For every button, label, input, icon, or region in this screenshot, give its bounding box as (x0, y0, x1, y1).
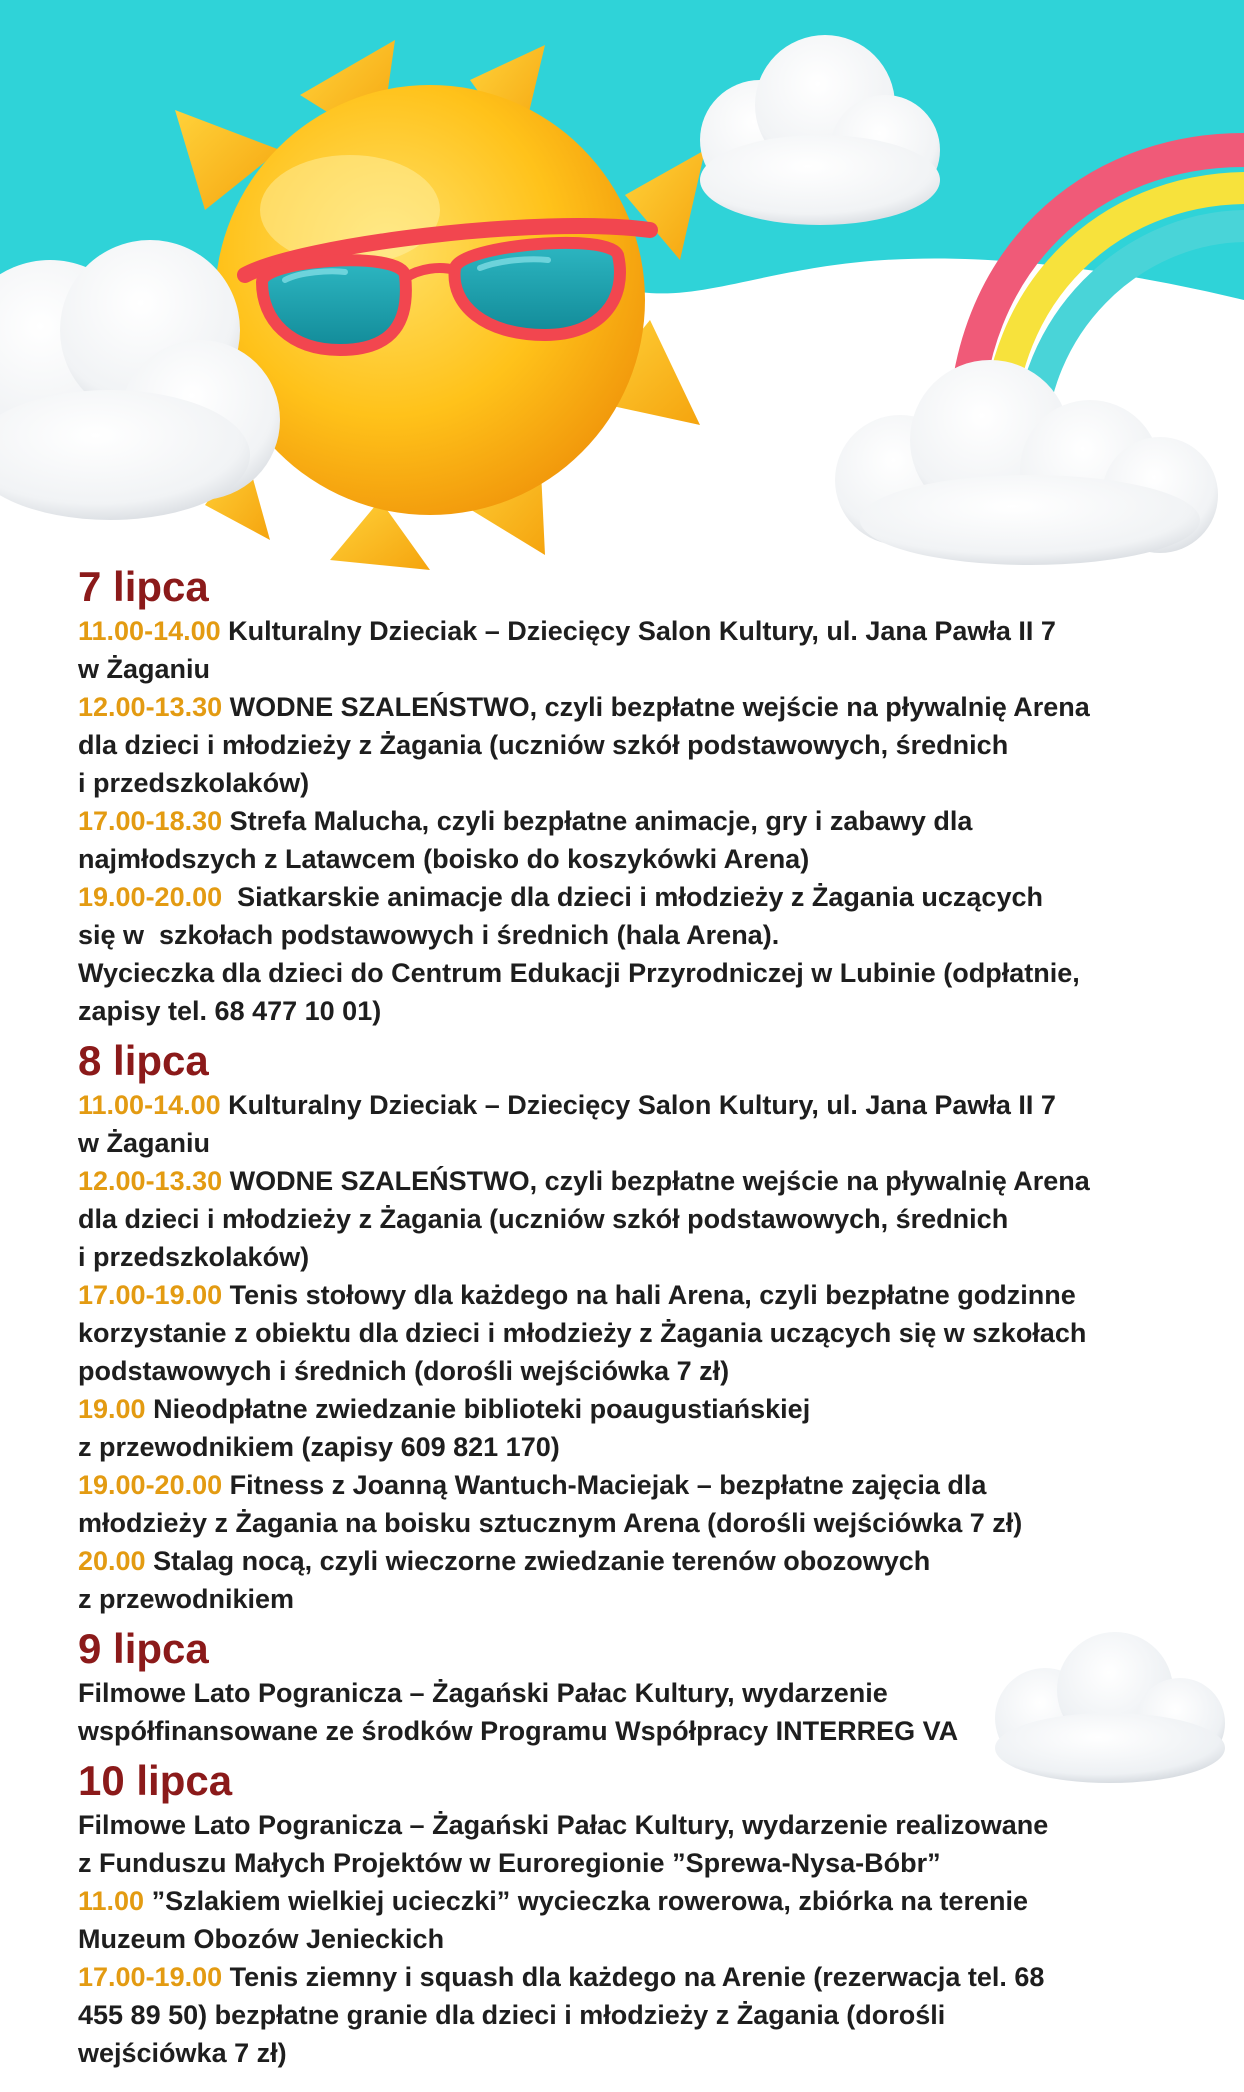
event-line (78, 1162, 1228, 1200)
event-description: Strefa Malucha, czyli bezpłatne animacje, gry i zabawy dla (222, 806, 973, 836)
event-line: 455 89 50) bezpłatne granie dla dzieci i młodzieży z Żagania (dorośli (78, 2000, 946, 2030)
event-item (78, 1466, 1228, 1542)
event-item (78, 1674, 1228, 1750)
event-time: 11.00-14.00 (78, 616, 221, 646)
event-description: Filmowe Lato Pogranicza – Żagański Pałac Kultury, wydarzenie realizowane (78, 1810, 1049, 1840)
event-line: zapisy tel. 68 477 10 01) (78, 996, 382, 1026)
event-line (78, 802, 1228, 840)
event-line (78, 1276, 1228, 1314)
event-item (78, 1542, 1228, 1618)
event-time: 17.00-19.00 (78, 1962, 223, 1992)
day-section (78, 1756, 1228, 2072)
event-item (78, 1162, 1228, 1276)
event-time: 17.00-19.00 (78, 1280, 223, 1310)
event-line: dla dzieci i młodzieży z Żagania (uczniów szkół podstawowych, średnich (78, 730, 1009, 760)
event-description: Kulturalny Dzieciak – Dziecięcy Salon Kultury, ul. Jana Pawła II 7 (220, 616, 1056, 646)
event-description: Stalag nocą, czyli wieczorne zwiedzanie terenów obozowych (145, 1546, 931, 1576)
hero-illustration (0, 0, 1244, 570)
event-time: 11.00-14.00 (78, 1090, 221, 1120)
event-line: w Żaganiu (78, 1128, 211, 1158)
day-title: 7 lipca (78, 563, 209, 610)
event-item (78, 688, 1228, 802)
event-description: Fitness z Joanną Wantuch-Maciejak – bezpłatne zajęcia dla (222, 1470, 987, 1500)
event-item (78, 1390, 1228, 1466)
event-line: dla dzieci i młodzieży z Żagania (uczniów szkół podstawowych, średnich (78, 1204, 1009, 1234)
event-description: Kulturalny Dzieciak – Dziecięcy Salon Kultury, ul. Jana Pawła II 7 (220, 1090, 1056, 1120)
event-description: WODNE SZALEŃSTWO, czyli bezpłatne wejście na pływalnię Arena (222, 1166, 1090, 1196)
event-item (78, 1276, 1228, 1390)
event-time: 19.00-20.00 (78, 1470, 223, 1500)
event-line: korzystanie z obiektu dla dzieci i młodzieży z Żagania uczących się w szkołach (78, 1318, 1087, 1348)
event-time: 11.00 (78, 1886, 145, 1916)
event-line (78, 1390, 1228, 1428)
event-description: Siatkarskie animacje dla dzieci i młodzieży z Żagania uczących (222, 882, 1043, 912)
event-line: i przedszkolaków) (78, 1242, 310, 1272)
event-description: Nieodpłatne zwiedzanie biblioteki poaugustiańskiej (145, 1394, 811, 1424)
event-item (78, 802, 1228, 878)
event-item (78, 612, 1228, 688)
event-item (78, 878, 1228, 954)
event-line (78, 1882, 1228, 1920)
event-time: 19.00-20.00 (78, 882, 223, 912)
day-section (78, 1624, 1228, 1750)
event-line: się w szkołach podstawowych i średnich (hala Arena). (78, 920, 780, 950)
event-line: i przedszkolaków) (78, 768, 310, 798)
event-line (78, 1958, 1228, 1996)
event-line (78, 1542, 1228, 1580)
event-line: współfinansowane ze środków Programu Współpracy INTERREG VA (78, 1716, 959, 1746)
event-line (78, 878, 1228, 916)
event-description: Tenis ziemny i squash dla każdego na Arenie (rezerwacja tel. 68 (222, 1962, 1045, 1992)
event-description: ”Szlakiem wielkiej ucieczki” wycieczka rowerowa, zbiórka na terenie (144, 1886, 1028, 1916)
event-line: wejściówka 7 zł) (78, 2038, 287, 2068)
event-description: Filmowe Lato Pogranicza – Żagański Pałac Kultury, wydarzenie (78, 1678, 888, 1708)
day-section (78, 1036, 1228, 1618)
event-line: z Funduszu Małych Projektów w Euroregionie ”Sprewa-Nysa-Bóbr” (78, 1848, 941, 1878)
event-line: z przewodnikiem (zapisy 609 821 170) (78, 1432, 560, 1462)
event-item (78, 1806, 1228, 1882)
event-line (78, 688, 1228, 726)
day-title: 10 lipca (78, 1757, 233, 1804)
event-time: 12.00-13.30 (78, 1166, 223, 1196)
event-description: WODNE SZALEŃSTWO, czyli bezpłatne wejście na pływalnię Arena (222, 692, 1090, 722)
event-time: 19.00 (78, 1394, 146, 1424)
event-line (78, 1466, 1228, 1504)
event-description: Tenis stołowy dla każdego na hali Arena, czyli bezpłatne godzinne (222, 1280, 1076, 1310)
event-line: młodzieży z Żagania na boisku sztucznym Arena (dorośli wejściówka 7 zł) (78, 1508, 1023, 1538)
event-line (78, 954, 1228, 992)
event-item (78, 954, 1228, 1030)
event-line (78, 1806, 1228, 1844)
event-line: podstawowych i średnich (dorośli wejściówka 7 zł) (78, 1356, 730, 1386)
day-section (78, 562, 1228, 1030)
day-title: 8 lipca (78, 1037, 209, 1084)
event-description: Wycieczka dla dzieci do Centrum Edukacji Przyrodniczej w Lubinie (odpłatnie, (78, 958, 1080, 988)
event-item (78, 1958, 1228, 2072)
event-line (78, 612, 1228, 650)
event-line (78, 1674, 1228, 1712)
event-line: w Żaganiu (78, 654, 211, 684)
day-title: 9 lipca (78, 1625, 209, 1672)
event-item (78, 1086, 1228, 1162)
event-time: 12.00-13.30 (78, 692, 223, 722)
event-line: z przewodnikiem (78, 1584, 295, 1614)
event-line (78, 1086, 1228, 1124)
event-item (78, 1882, 1228, 1958)
event-line: najmłodszych z Latawcem (boisko do koszykówki Arena) (78, 844, 810, 874)
schedule (78, 562, 1228, 2078)
event-time: 20.00 (78, 1546, 146, 1576)
event-time: 17.00-18.30 (78, 806, 223, 836)
event-line: Muzeum Obozów Jenieckich (78, 1924, 445, 1954)
